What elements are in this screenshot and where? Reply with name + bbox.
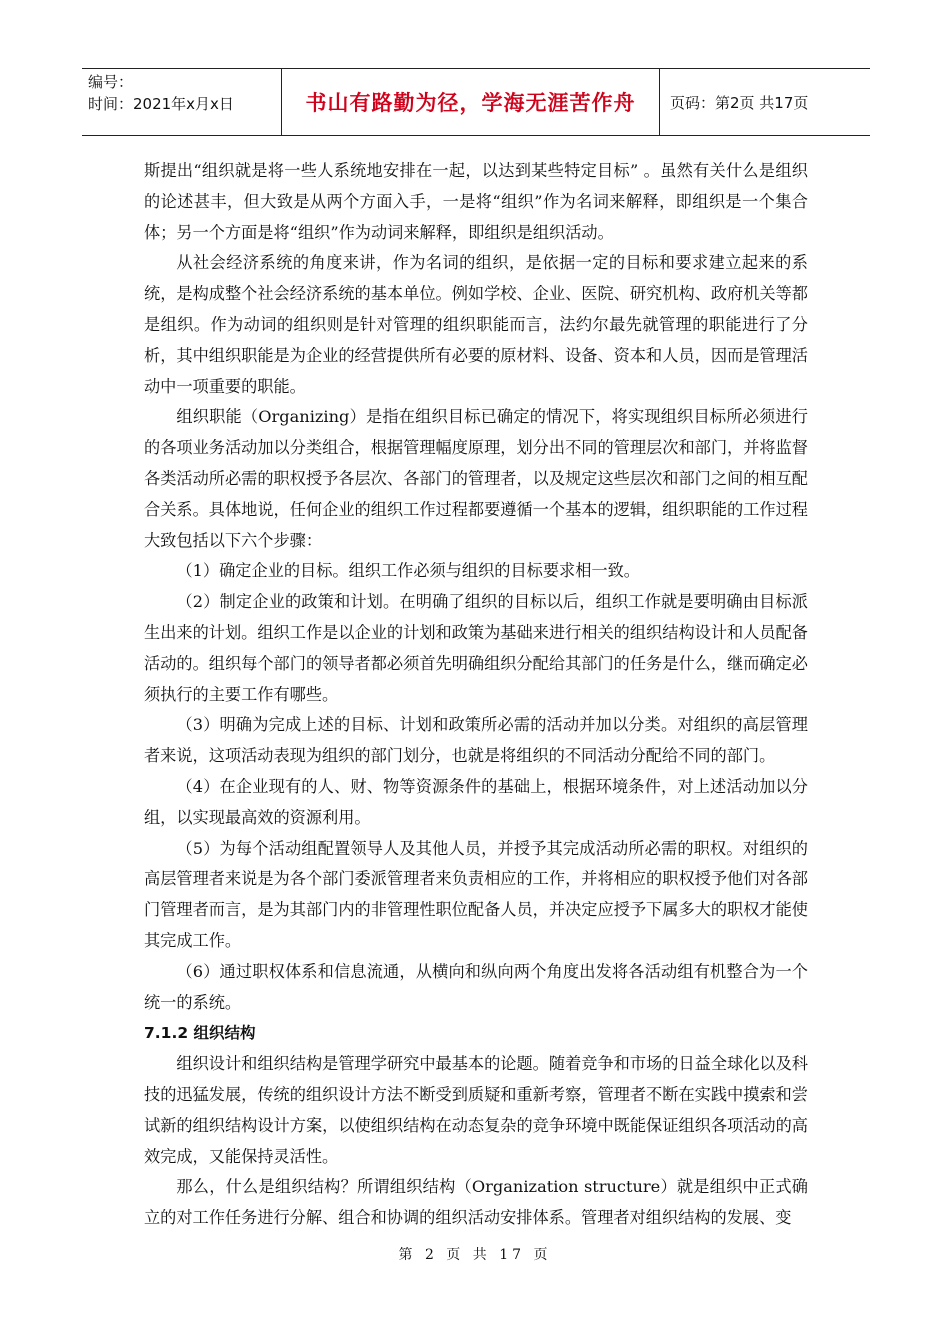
header-motto: 书山有路勤为径，学海无涯苦作舟 (282, 69, 660, 135)
step-4: （4）在企业现有的人、财、物等资源条件的基础上，根据环境条件，对上述活动加以分组，以实现最高效的资源利用。 (144, 776, 808, 827)
step-3: （3）明确为完成上述的目标、计划和政策所必需的活动并加以分类。对组织的高层管理者来说，这项活动表现为组织的部门划分，也就是将组织的不同活动分配给不同的部门。 (144, 715, 808, 766)
section-heading: 7.1.2 组织结构 (144, 1024, 256, 1043)
document-number-label: 编号： (88, 73, 134, 91)
header-meta (82, 69, 282, 135)
document-date: 时间：2021年x月x日 (88, 95, 234, 113)
paragraph: 斯提出“组织就是将一些人系统地安排在一起，以达到某些特定目标” 。虽然有关什么是组织的论述甚丰，但大致是从两个方面入手，一是将“组织”作为名词来解释，即组织是一个集合体；另一个方面是将“组织”作为动词来解释，即组织是组织活动。 (144, 161, 808, 242)
step-6: （6）通过职权体系和信息流通，从横向和纵向两个角度出发将各活动组有机整合为一个统一的系统。 (144, 961, 808, 1012)
paragraph: 组织设计和组织结构是管理学研究中最基本的论题。随着竞争和市场的日益全球化以及科技的迅猛发展，传统的组织设计方法不断受到质疑和重新考察，管理者不断在实践中摸索和尝试新的组织结构设计方案，以使组织结构在动态复杂的竞争环境中既能保证组织各项活动的高效完成，又能保持灵活性。 (144, 1054, 808, 1166)
header-page-info: 页码：第2页 共17页 (670, 93, 809, 112)
paragraph: 组织职能（Organizing）是指在组织目标已确定的情况下，将实现组织目标所必须进行的各项业务活动加以分类组合，根据管理幅度原理，划分出不同的管理层次和部门，并将监督各类活动所必需的职权授予各层次、各部门的管理者，以及规定这些层次和部门之间的相互配合关系。具体地说，任何企业的组织工作过程都要遵循一个基本的逻辑，组织职能的工作过程大致包括以下六个步骤： (144, 407, 808, 550)
page-header (82, 68, 870, 136)
paragraph: 那么，什么是组织结构？所谓组织结构（Organization structure）就是组织中正式确立的对工作任务进行分解、组合和协调的组织活动安排体系。管理者对组织结构的发展、变 (144, 1177, 808, 1228)
step-5: （5）为每个活动组配置领导人及其他人员，并授予其完成活动所必需的职权。对组织的高层管理者来说是为各个部门委派管理者来负责相应的工作，并将相应的职权授予他们对各部门管理者而言，是为其部门内的非管理性职位配备人员，并决定应授予下属多大的职权才能使其完成工作。 (144, 838, 808, 950)
step-2: （2）制定企业的政策和计划。在明确了组织的目标以后，组织工作就是要明确由目标派生出来的计划。组织工作是以企业的计划和政策为基础来进行相关的组织结构设计和人员配备活动的。组织每个部门的领导者都必须首先明确组织分配给其部门的任务是什么，继而确定必须执行的主要工作有哪些。 (144, 592, 808, 704)
step-1: （1）确定企业的目标。组织工作必须与组织的目标要求相一致。 (176, 561, 640, 581)
paragraph: 从社会经济系统的角度来讲，作为名词的组织，是依据一定的目标和要求建立起来的系统，是构成整个社会经济系统的基本单位。例如学校、企业、医院、研究机构、政府机关等都是组织。作为动词的组织则是针对管理的组织职能而言，法约尔最先就管理的职能进行了分析，其中组织职能是为企业的经营提供所有必要的原材料、设备、资本和人员，因而是管理活动中一项重要的职能。 (144, 253, 808, 396)
document-body (144, 156, 808, 1234)
page-footer: 第 2 页 共 17 页 (398, 1247, 552, 1263)
